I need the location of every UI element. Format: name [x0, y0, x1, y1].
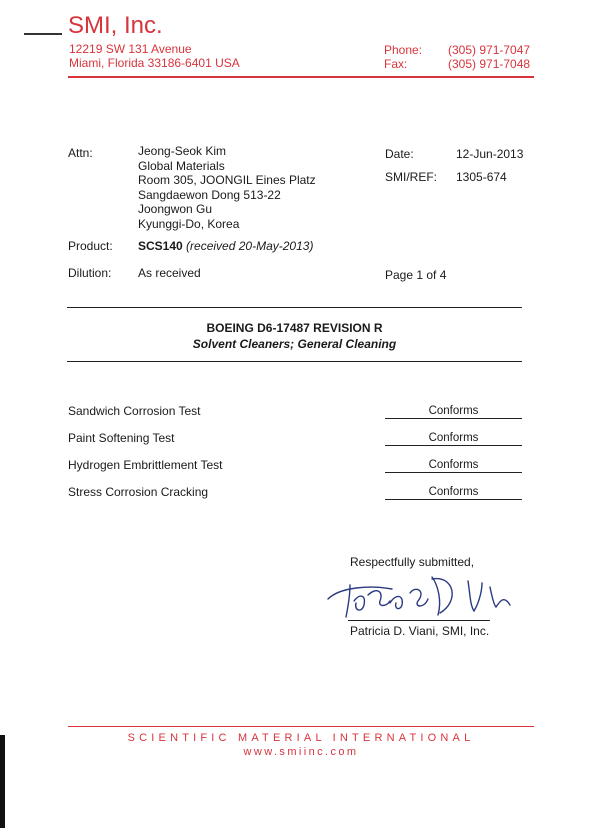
closing-text: Respectfully submitted, — [350, 555, 475, 569]
attn-line: Jeong-Seok Kim — [138, 144, 227, 158]
ref-label: SMI/REF: — [385, 170, 438, 184]
date-label: Date: — [385, 147, 414, 161]
test-name: Sandwich Corrosion Test — [68, 404, 201, 418]
footer-rule — [68, 726, 534, 727]
test-name: Paint Softening Test — [68, 431, 175, 445]
product-note: (received 20-May-2013) — [186, 239, 314, 253]
attn-line: Global Materials — [138, 158, 225, 173]
product-value — [138, 239, 313, 253]
attn-line: Kyunggi-Do, Korea — [138, 216, 240, 231]
spec-bottom-rule — [67, 361, 522, 362]
test-result: Conforms — [385, 405, 522, 419]
fax-label: Fax: — [384, 57, 408, 71]
test-result: Conforms — [385, 486, 522, 500]
product-label: Product: — [68, 239, 113, 253]
dilution-value: As received — [138, 266, 201, 280]
footer-web: www.smiinc.com — [243, 746, 359, 758]
attn-address — [138, 144, 316, 231]
test-result: Conforms — [385, 459, 522, 473]
signature-image — [320, 565, 530, 625]
product-code: SCS140 — [138, 239, 183, 253]
signature-line — [348, 620, 490, 621]
header-dash — [24, 33, 62, 35]
signatory-name: Patricia D. Viani, SMI, Inc. — [350, 624, 490, 638]
spec-top-rule — [67, 307, 522, 308]
attn-line: Joongwon Gu — [138, 202, 213, 216]
header-rule — [68, 76, 534, 78]
address-line-1: 12219 SW 131 Avenue — [69, 42, 192, 56]
fax-value: (305) 971-7048 — [448, 57, 531, 71]
spec-title: BOEING D6-17487 REVISION R — [206, 321, 383, 335]
address-line-2: Miami, Florida 33186-6401 USA — [69, 56, 240, 70]
attn-line: Sangdaewon Dong 513-22 — [138, 187, 281, 202]
phone-label: Phone: — [384, 43, 423, 57]
footer-org: SCIENTIFIC MATERIAL INTERNATIONAL — [127, 732, 475, 744]
scan-edge-mark — [0, 735, 5, 828]
test-result: Conforms — [385, 432, 522, 446]
spec-subtitle: Solvent Cleaners; General Cleaning — [192, 337, 397, 351]
test-name: Hydrogen Embrittlement Test — [68, 458, 223, 472]
attn-line: Room 305, JOONGIL Eines Platz — [138, 173, 316, 187]
phone-value: (305) 971-7047 — [448, 43, 531, 57]
dilution-label: Dilution: — [68, 266, 112, 280]
attn-label: Attn: — [68, 146, 93, 160]
company-name: SMI, Inc. — [68, 12, 163, 39]
ref-value: 1305-674 — [456, 170, 507, 184]
test-name: Stress Corrosion Cracking — [68, 485, 209, 499]
date-value: 12-Jun-2013 — [456, 147, 524, 161]
page-number: Page 1 of 4 — [385, 268, 447, 282]
